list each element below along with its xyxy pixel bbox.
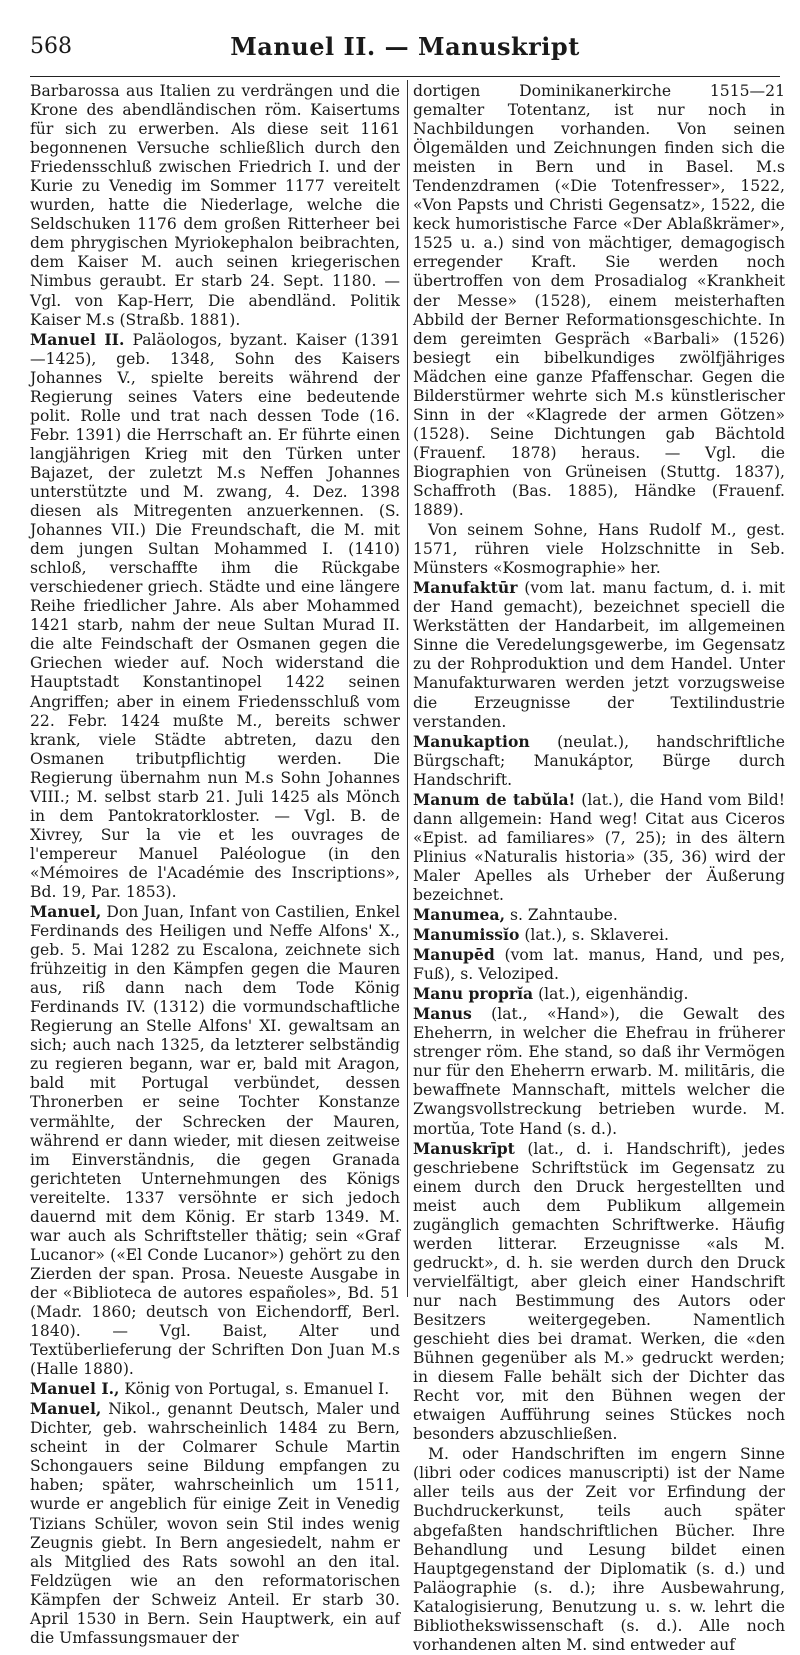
entry xyxy=(30,330,400,902)
entry-headword: Manuel II. xyxy=(30,329,125,349)
entry-text: (lat.), die Hand vom Bild! dann allgemein: Hand weg! Citat aus Ciceros «Epist. ad familiares» (7, 25); in des ältern Plinius «Naturalis historia» (35, 36) wird der Maler Apelles als Urheber der Äußerung bezeichnet. xyxy=(413,790,785,904)
entry-text: (neulat.), handschriftliche Bürgschaft; Manukáptor, Bürge durch Handschrift. xyxy=(413,732,785,789)
entry-text: Von seinem Sohne, Hans Rudolf M., gest. 1571, rühren viele Holzschnitte in Seb. Münsters «Kosmographie» her. xyxy=(413,521,785,578)
entry xyxy=(30,1399,400,1648)
entry-text: Barbarossa aus Italien zu verdrängen und die Krone des abendländischen röm. Kaisertums für sich zu erwerben. Als diese seit 1161 begonnenen Versuche schließlich durch den Friedensschluß zwischen Friedrich I. und der Kurie zu Venedig im Sommer 1177 vereitelt wurden, hatte die Niederlage, welche die Seldschuken 1176 dem großen Ritterheer bei dem phrygischen Myriokephalon beibrachten, dem Kaiser M. auch seinen kriegerischen Nimbus geraubt. Er starb 24. Sept. 1180. — Vgl. von Kap-Herr, Die abendländ. Politik Kaiser M.s (Straßb. 1881). xyxy=(30,82,400,329)
entry-text: König von Portugal, s. Emanuel I. xyxy=(119,1380,390,1399)
entry-text: (lat.), s. Sklaverei. xyxy=(519,926,669,945)
entry-text: (lat., «Hand»), die Gewalt des Eheherrn, in welcher die Ehefrau in früherer strenger röm. Ehe stand, so daß ihr Vermögen nur für den Eheherrn erwarb. M. militāris, die bewaffnete Mannschaft, mittels welcher die Zwangsvollstreckung betrieben wurde. M. mortŭa, Tote Hand (s. d.). xyxy=(413,1005,785,1138)
entry-text: (lat., d. i. Handschrift), jedes geschriebene Schriftstück im Gegensatz zu einem durch den Druck hergestellten und meist auch dem Publikum allgemein zugänglich gemachten Schriftwerke. Häufig werden litterar. Erzeugnisse «als M. gedruckt», d. h. sie werden durch den Druck vervielfältigt, aber gleich einer Handschrift nur nach Bestimmung des Autors oder Besitzers weitergegeben. Namentlich geschieht dies bei dramat. Werken, die «den Bühnen gegenüber als M.» gedruckt werden; in diesem Falle behält sich der Dichter das Recht vor, mit den Bühnen wegen der etwaigen Aufführung seines Stückes noch besonders abzuschließen. xyxy=(413,1139,785,1444)
page-number: 568 xyxy=(30,34,72,59)
entry-text: Don Juan, Infant von Castilien, Enkel Ferdinands des Heiligen und Neffe Alfons' X., geb. 5. Mai 1282 zu Escalona, zeichnete sich frühzeitig in den Kämpfen gegen die Mauren aus, riß dann nach dem Tode König Ferdinands IV. (1312) die vormundschaftliche Regierung an Stelle Alfons' XI. gewaltsam an sich; auch nach 1325, da letzterer selbständig zu regieren begann, war er, bald mit Aragon, bald mit Portugal verbündet, dessen Thronerben er seine Tochter Konstanze vermählte, der Schrecken der Mauren, während er dann wieder, mit diesen zeitweise im Einverständnis, die gegen Granada gerichteten Unternehmungen des Königs vereitelte. 1337 versöhnte er sich jedoch dauernd mit dem König. Er starb 1349. M. war auch als Schriftsteller thätig; sein «Graf Lucanor» («El Conde Lucanor») gehört zu den Zierden der span. Prosa. Neueste Ausgabe in der «Biblioteca de autores españoles», Bd. 51 (Madr. 1860; deutsch von Eichendorff, Berl. 1840). — Vgl. Baist, Alter und Textüberlieferung der Schriften Don Juan M.s (Halle 1880). xyxy=(30,903,400,1379)
entry xyxy=(413,945,785,984)
entry xyxy=(413,520,785,578)
entry-headword: Manumea, xyxy=(413,905,505,925)
right-column xyxy=(413,81,785,1655)
entry-headword: Manuskrīpt xyxy=(413,1138,515,1158)
entry-text: Paläologos, byzant. Kaiser (1391—1425), geb. 1348, Sohn des Kaisers Johannes V., spielte bereits während der Regierung seines Vaters eine bedeutende polit. Rolle und trat nach dessen Tode (16. Febr. 1391) die Herrschaft an. Er führte einen langjährigen Krieg mit den Türken unter Bajazet, der zuletzt M.s Neffen Johannes unterstützte und M. zwang, 4. Dez. 1398 diesen als Mitregenten anzuerkennen. (S. Johannes VII.) Die Freundschaft, die M. mit dem jungen Sultan Mohammed I. (1410) schloß, verschaffte ihm die Rückgabe verschiedener griech. Städte und eine längere Reihe friedlicher Jahre. Als aber Mohammed 1421 starb, nahm der neue Sultan Murad II. die alte Feindschaft der Osmanen gegen die Griechen wieder auf. Noch widerstand die Hauptstadt Konstantinopel 1422 seinen Angriffen; aber in einem Friedensschluß vom 22. Febr. 1424 mußte M., bereits schwer krank, viele Städte abtreten, dazu den Osmanen tributpflichtig werden. Die Regierung übernahm nun M.s Sohn Johannes VIII.; M. selbst starb 21. Juli 1425 als Mönch in dem Pantokratorkloster. — Vgl. B. de Xivrey, Sur la vie et les ouvrages de l'empereur Manuel Paléologue (in den «Mémoires de l'Académie des Inscriptions», Bd. 19, Par. 1853). xyxy=(30,330,400,901)
left-column xyxy=(30,81,400,1648)
header-rule xyxy=(30,76,780,77)
entry-text: (vom lat. manu factum, d. i. mit der Hand gemacht), bezeichnet speciell die Werkstätten der Handarbeit, im allgemeinen Sinne die Veredelungsgewerbe, im Gegensatz zu der Rohproduktion und dem Handel. Unter Manufakturwaren werden jetzt vorzugsweise die Erzeugnisse der Textilindustrie verstanden. xyxy=(413,579,785,731)
entry-headword: Manufaktūr xyxy=(413,578,518,598)
entry-text: M. oder Handschriften im engern Sinne (libri oder codices manuscripti) ist der Name aller teils aus der Zeit vor Erfindung der Buchdruckerkunst, teils auch später abgefaßten handschriftlichen Bücher. Ihre Behandlung und Lesung bildet einen Hauptgegenstand der Diplomatik (s. d.) und Paläographie (s. d.); ihre Ausbewahrung, Katalogisierung, Benutzung u. s. w. lehrt die Bibliothekswissenschaft (s. d.). Alle noch vorhandenen alten M. sind entweder auf xyxy=(413,1445,785,1654)
entry-headword: Manuel, xyxy=(30,1399,102,1419)
entry xyxy=(413,1139,785,1445)
page-header xyxy=(30,30,780,70)
entry xyxy=(413,81,785,520)
entry-headword: Manuel I., xyxy=(30,1379,120,1399)
entry xyxy=(413,984,785,1004)
entry-headword: Manum de tabŭla! xyxy=(413,789,576,809)
entry-text: (vom lat. manus, Hand, und pes, Fuß), s. Veloziped. xyxy=(413,946,785,984)
entry xyxy=(413,925,785,945)
entry-headword: Manumissĭo xyxy=(413,925,520,945)
entry-text: s. Zahntaube. xyxy=(505,906,618,925)
entry-headword: Manupēd xyxy=(413,945,495,965)
entry xyxy=(413,578,785,731)
entry xyxy=(30,902,400,1379)
entry xyxy=(413,1004,785,1138)
entry-text: Nikol., genannt Deutsch, Maler und Dichter, geb. wahrscheinlich 1484 zu Bern, scheint in der Colmarer Schule Martin Schongauers seine Bildung empfangen zu haben; später, wahrscheinlich um 1511, wurde er angeblich für einige Zeit in Venedig Tizians Schüler, wovon sein Stil indes wenig Zeugnis giebt. In Bern angesiedelt, nahm er als Mitglied des Rats sowohl an den ital. Feldzügen wie an den reformatorischen Kämpfen der Schweiz Anteil. Er starb 30. April 1530 in Bern. Sein Hauptwerk, ein auf die Umfassungsmauer der xyxy=(30,1400,400,1647)
entry-text: (lat.), eigenhändig. xyxy=(533,985,689,1004)
entry xyxy=(413,905,785,925)
entry xyxy=(413,790,785,905)
entry xyxy=(30,1379,400,1399)
entry-headword: Manukaption xyxy=(413,731,530,751)
running-head: Manuel II. — Manuskript xyxy=(230,32,580,61)
entry-headword: Manus xyxy=(413,1004,472,1024)
entry-headword: Manu proprĭa xyxy=(413,984,534,1004)
column-divider xyxy=(407,80,408,1297)
entry-text: dortigen Dominikanerkirche 1515—21 gemalter Totentanz, ist nur noch in Nachbildungen vorhanden. Von seinen Ölgemälden und Zeichnungen finden sich die meisten in Bern und in Basel. M.s Tendenzdramen («Die Totenfresser», 1522, «Von Papsts und Christi Gegensatz», 1522, die keck humoristische Farce «Der Ablaßkrämer», 1525 u. a.) sind von mächtiger, demagogisch erregender Kraft. Sie werden noch übertroffen von dem Prosadialog «Krankheit der Messe» (1528), einem meisterhaften Abbild der Berner Reformationsgeschichte. In dem gereimten Gespräch «Barbali» (1526) besiegt ein bibelkundiges zwölfjähriges Mädchen eine ganze Pfaffenschar. Gegen die Bilderstürmer wehrte sich M.s künstlerischer Sinn in der «Klagrede der armen Götzen» (1528). Seine Dichtungen gab Bächtold (Frauenf. 1878) heraus. — Vgl. die Biographien von Grüneisen (Stuttg. 1837), Schaffroth (Bas. 1885), Händke (Frauenf. 1889). xyxy=(413,82,785,520)
entry xyxy=(413,732,785,790)
entry xyxy=(30,81,400,330)
entry xyxy=(413,1444,785,1655)
entry-headword: Manuel, xyxy=(30,902,102,922)
